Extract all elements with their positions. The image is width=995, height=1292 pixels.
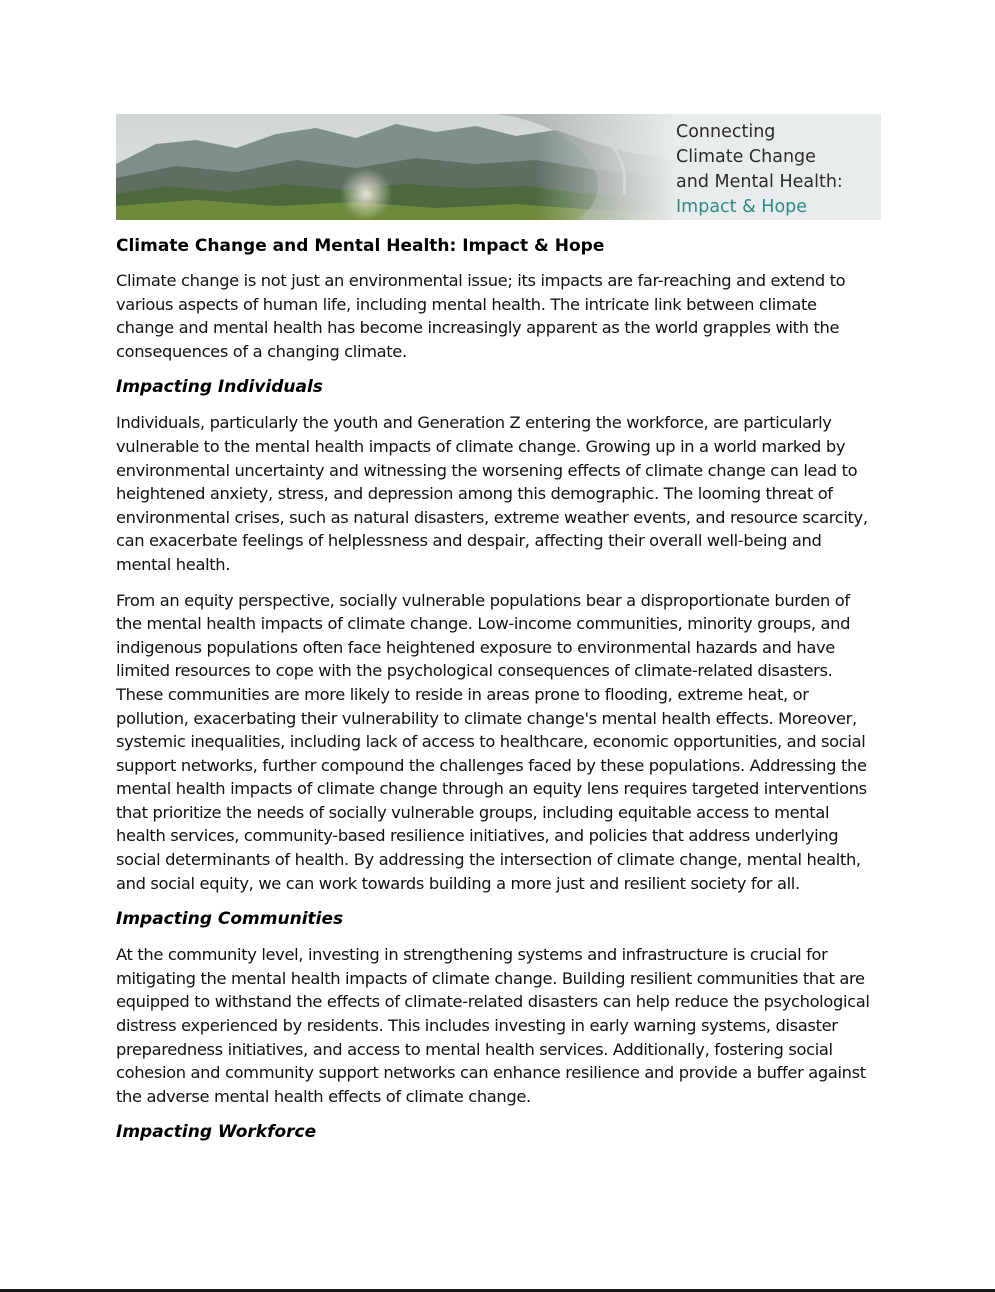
header-banner (116, 114, 881, 220)
banner-accent-line: Impact & Hope (676, 197, 808, 217)
section-heading-individuals: Impacting Individuals (116, 377, 323, 398)
banner-heading (676, 120, 843, 220)
section-heading-workforce: Impacting Workforce (116, 1122, 317, 1143)
body-paragraph: At the community level, investing in strengthening systems and infrastructure is crucial for mitigating the mental health impacts of climate change. Building resilient communities that are equipped to withstand the effects of climate-related disasters can help reduce the psychological distress experienced by residents. This includes investing in early warning systems, disaster preparedness initiatives, and access to mental health services. Additionally, fostering social cohesion and community support networks can enhance resilience and provide a buffer against the adverse mental health effects of climate change. (116, 945, 870, 1106)
body-paragraph: Individuals, particularly the youth and Generation Z entering the workforce, are particularly vulnerable to the mental health impacts of climate change. Growing up in a world marked by environmental uncertainty and witnessing the worsening effects of climate change can lead to heightened anxiety, stress, and depression among this demographic. The looming threat of environmental crises, such as natural disasters, extreme weather events, and resource scarcity, can exacerbate feelings of helplessness and despair, affecting their overall well-being and mental health. (116, 413, 868, 574)
page-title: Climate Change and Mental Health: Impact & Hope (116, 236, 605, 256)
banner-title-line: Climate Change (676, 147, 816, 167)
section-heading-communities: Impacting Communities (116, 909, 344, 930)
banner-title-line: and Mental Health: (676, 172, 843, 192)
body-paragraph: From an equity perspective, socially vulnerable populations bear a disproportionate burden of the mental health impacts of climate change. Low-income communities, minority groups, and indigenous populations often face heightened exposure to environmental hazards and have limited resources to cope with the psychological consequences of climate-related disasters. These communities are more likely to reside in areas prone to flooding, extreme heat, or pollution, exacerbating their vulnerability to climate change's mental health effects. Moreover, systemic inequalities, including lack of access to healthcare, economic opportunities, and social support networks, further compound the challenges faced by these populations. Addressing the mental health impacts of climate change through an equity lens requires targeted interventions that prioritize the needs of socially vulnerable groups, including equitable access to mental health services, community-based resilience initiatives, and policies that address underlying social determinants of health. By addressing the intersection of climate change, mental health, and social equity, we can work towards building a more just and resilient society for all. (116, 590, 867, 893)
document-body (116, 234, 876, 1156)
banner-title-line: Connecting (676, 122, 776, 142)
intro-paragraph: Climate change is not just an environmental issue; its impacts are far-reaching and extend to various aspects of human life, including mental health. The intricate link between climate change and mental health has become increasingly apparent as the world grapples with the consequences of a changing climate. (116, 271, 846, 361)
